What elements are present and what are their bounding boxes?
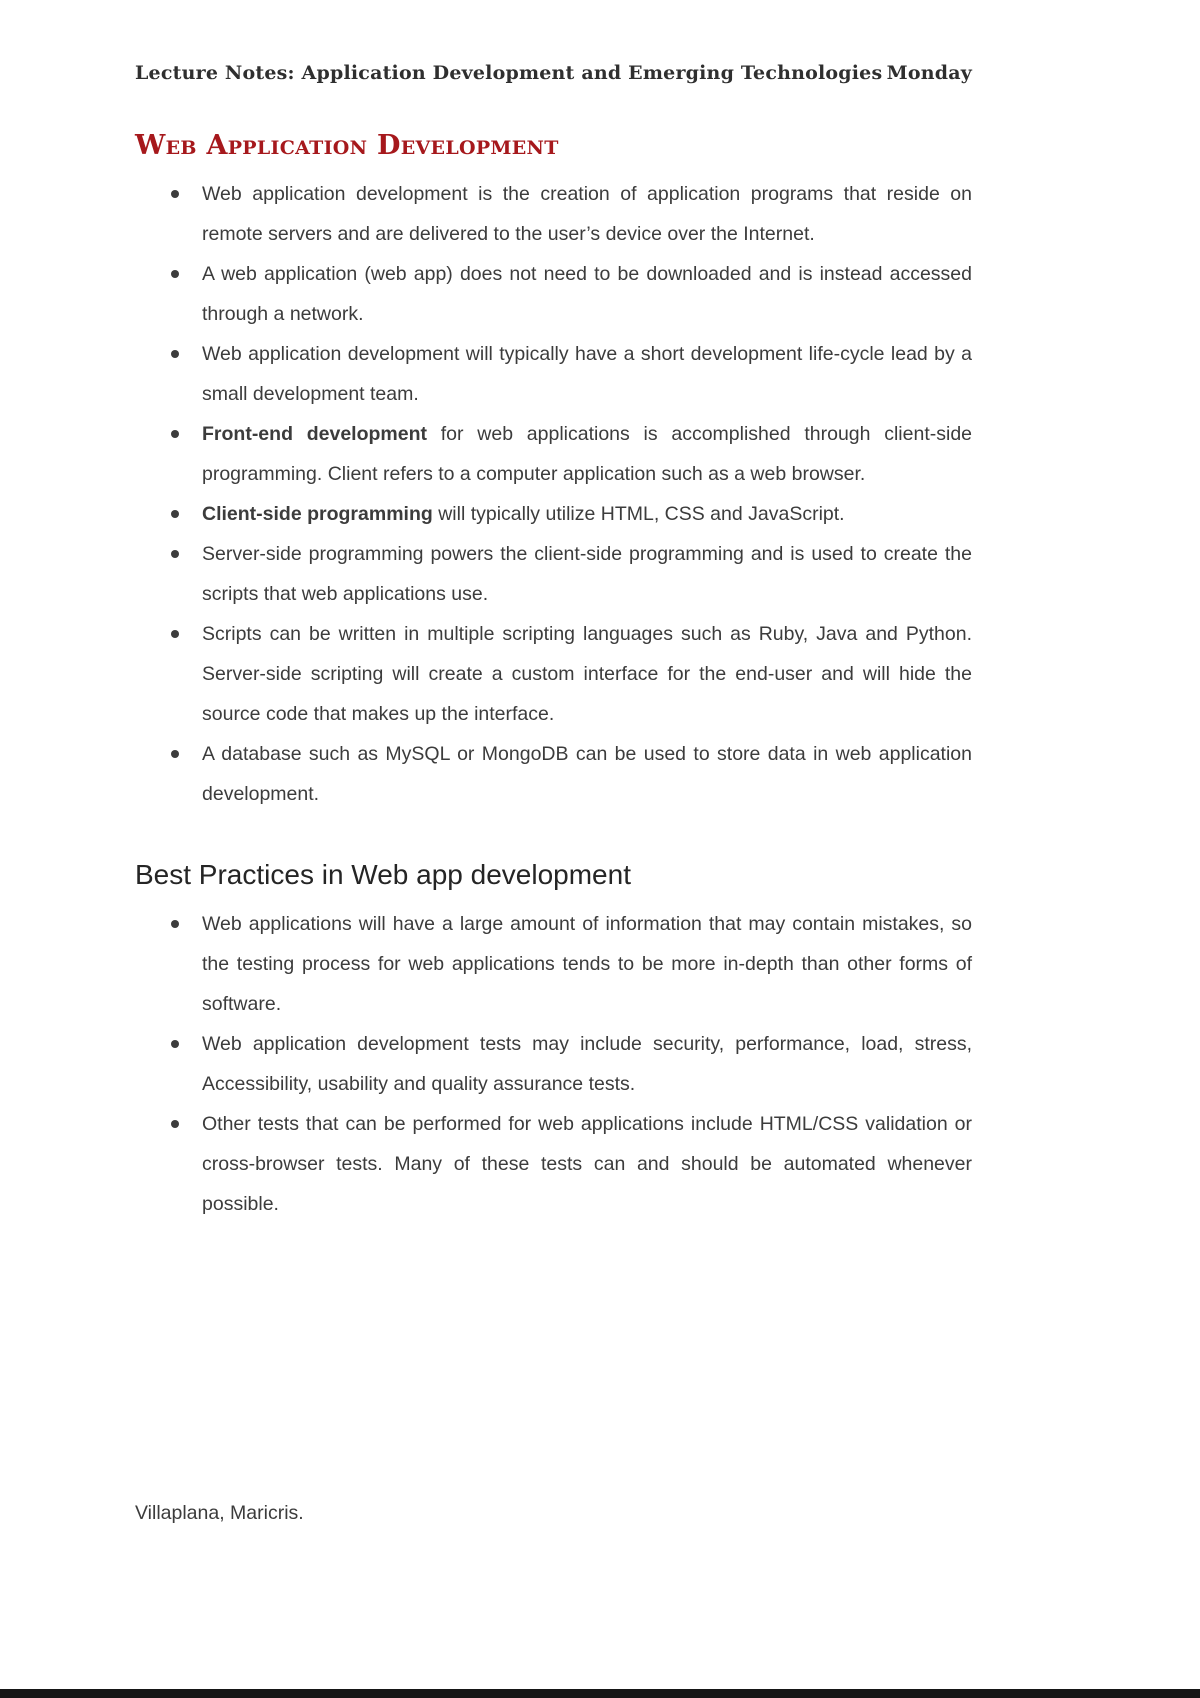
section-heading: Web Application Development: [135, 130, 559, 161]
bullet-list: [135, 904, 972, 1224]
page-header: [135, 62, 972, 84]
page-footer: [135, 1502, 304, 1525]
text-run: A database such as MySQL or MongoDB can be used to store data in web application development.: [202, 743, 972, 805]
list-item: [202, 1024, 972, 1104]
text-run: Scripts can be written in multiple scripting languages such as Ruby, Java and Python. Server-side scripting will create a custom interface for the end-user and will hide the source code that makes up the interface.: [202, 623, 972, 725]
list-item: [202, 414, 972, 494]
list-item: [202, 254, 972, 334]
author-name: Villaplana, Maricris.: [135, 1502, 304, 1524]
list-item: [202, 1104, 972, 1224]
text-run: Other tests that can be performed for web applications include HTML/CSS validation or cross-browser tests. Many of these tests can and should be automated whenever possible.: [202, 1113, 972, 1215]
list-item: [202, 614, 972, 734]
text-run: Web application development is the creation of application programs that reside on remote servers and are delivered to the user’s device over the Internet.: [202, 183, 972, 245]
text-run: Web application development will typically have a short development life-cycle lead by a small development team.: [202, 343, 972, 405]
list-item: [202, 904, 972, 1024]
page-bottom-edge: [0, 1689, 1200, 1698]
section-heading: Best Practices in Web app development: [135, 859, 631, 890]
text-run: A web application (web app) does not need to be downloaded and is instead accessed through a network.: [202, 263, 972, 325]
list-item: [202, 734, 972, 814]
text-run: Web application development tests may include security, performance, load, stress, Accessibility, usability and quality assurance tests.: [202, 1033, 972, 1095]
document-body: [135, 130, 972, 1224]
bold-term: Client-side programming: [202, 503, 433, 525]
list-item: [202, 334, 972, 414]
text-run: Server-side programming powers the client-side programming and is used to create the scripts that web applications use.: [202, 543, 972, 605]
bullet-list: [135, 174, 972, 814]
list-item: [202, 534, 972, 614]
header-date: Monday: [886, 62, 972, 84]
text-run: Web applications will have a large amount of information that may contain mistakes, so the testing process for web applications tends to be more in-depth than other forms of software.: [202, 913, 972, 1015]
text-run: for web applications is accomplished through client-side programming. Client refers to a computer application such as a web browser.: [202, 423, 973, 485]
list-item: [202, 494, 972, 534]
header-title: Lecture Notes: Application Development and Emerging Technologies: [135, 62, 883, 84]
list-item: [202, 174, 972, 254]
bold-term: Front-end development: [202, 423, 428, 445]
text-run: will typically utilize HTML, CSS and JavaScript.: [432, 503, 845, 525]
